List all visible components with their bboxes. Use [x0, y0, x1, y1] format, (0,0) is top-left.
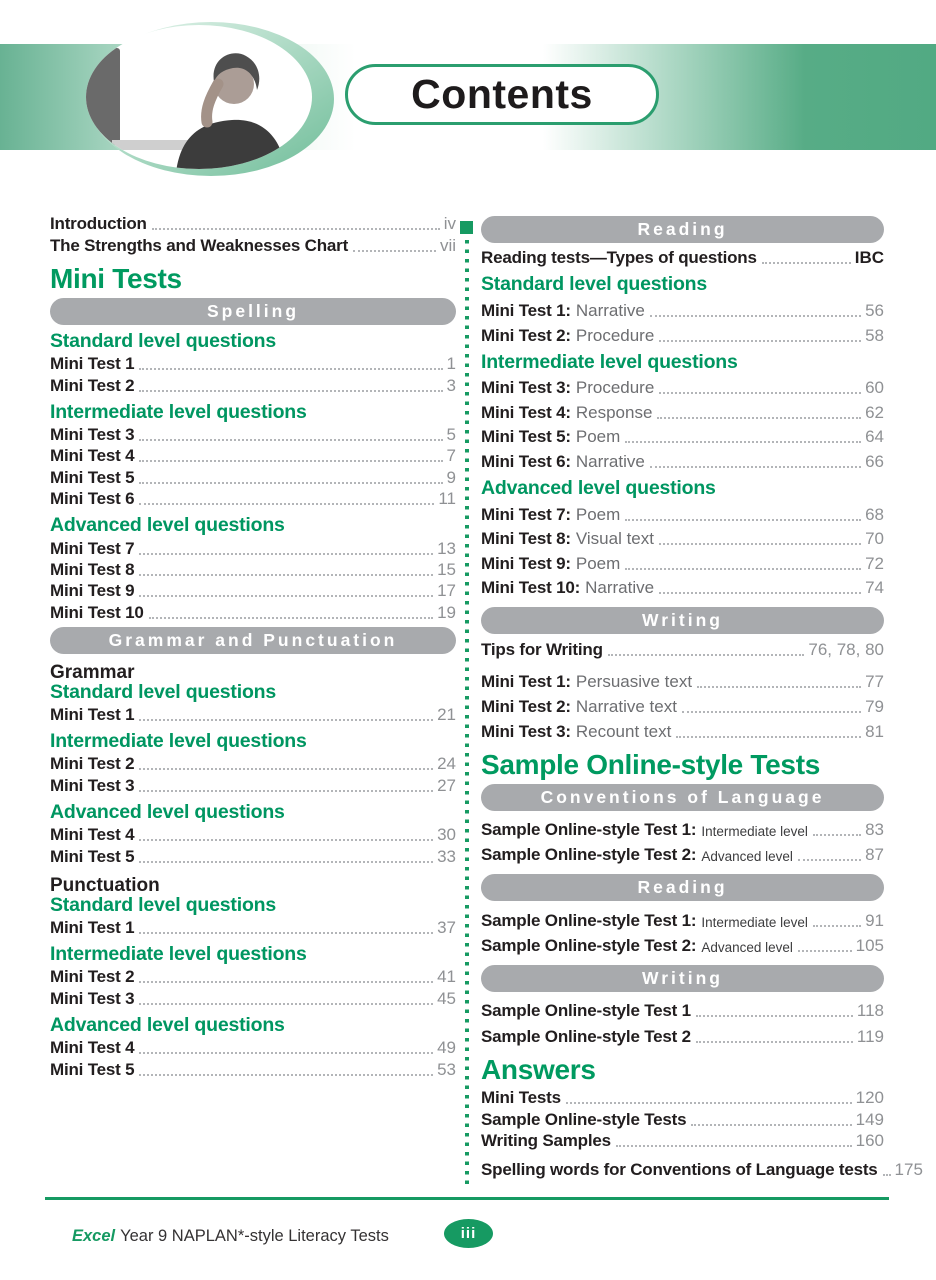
entry-label: Mini Test 3:: [481, 378, 571, 398]
dotted-leader: [353, 250, 436, 252]
entry-descriptor: Recount text: [575, 721, 672, 741]
banner-conventions-of-language: Conventions of Language: [481, 784, 884, 811]
toc-entry: [50, 824, 456, 845]
dotted-leader: [883, 1174, 891, 1176]
toc-entry: [481, 1159, 923, 1180]
toc-entry: [50, 966, 456, 987]
dotted-leader: [139, 981, 433, 983]
toc-entry: [50, 845, 456, 866]
dotted-leader: [798, 859, 861, 861]
toc-entry: [481, 447, 884, 472]
entry-label: Reading tests—Types of questions: [481, 248, 757, 268]
entry-page: 160: [855, 1131, 884, 1151]
entry-page: 24: [437, 754, 456, 774]
entry-label: Spelling words for Conventions of Language tests: [481, 1160, 878, 1180]
entry-page: 41: [437, 967, 456, 987]
dotted-leader: [139, 460, 442, 462]
dotted-leader: [139, 439, 442, 441]
dotted-leader: [139, 368, 442, 370]
toc-entry: [481, 374, 884, 399]
toc-entry: [50, 466, 456, 487]
entry-page: 19: [437, 602, 456, 622]
dotted-leader: [139, 932, 433, 934]
entry-page: 17: [437, 581, 456, 601]
toc-entry: [481, 247, 884, 268]
entry-page: 68: [865, 504, 884, 524]
entry-label: Mini Test 4: [50, 446, 135, 466]
entry-page: 37: [437, 918, 456, 938]
entry-page: 76, 78, 80: [808, 639, 884, 659]
entry-label: The Strengths and Weaknesses Chart: [50, 235, 349, 255]
toc-entry: [481, 525, 884, 550]
subsection-title-punctuation: Punctuation: [50, 874, 160, 896]
toc-entry: [481, 931, 884, 956]
entry-label: Mini Test 3: [50, 988, 135, 1008]
toc-entry: [50, 374, 456, 395]
dotted-leader: [139, 595, 433, 597]
brand-logo: Excel: [72, 1227, 116, 1245]
toc-entry: [481, 296, 884, 321]
entry-label: Mini Test 2:: [481, 325, 571, 345]
entry-descriptor: Narrative text: [575, 696, 677, 716]
toc-entry: [50, 1037, 456, 1058]
entry-label: Mini Test 1: [50, 918, 135, 938]
group-heading: Advanced level questions: [481, 476, 716, 499]
footer-book-title: [72, 1227, 389, 1246]
page-number-badge: [444, 1219, 493, 1248]
entry-label: Mini Test 2:: [481, 696, 571, 716]
toc-entry: [50, 601, 456, 622]
dotted-leader: [676, 736, 861, 738]
entry-descriptor: Narrative: [575, 451, 645, 471]
dotted-leader: [625, 568, 861, 570]
entry-page: 70: [865, 529, 884, 549]
divider-square: [460, 221, 473, 234]
dotted-leader: [650, 466, 861, 468]
dotted-leader: [625, 519, 861, 521]
dotted-leader: [682, 711, 861, 713]
toc-entry: [481, 1021, 884, 1046]
entry-label: Mini Test 4: [50, 1038, 135, 1058]
toc-entry: [50, 774, 456, 795]
entry-label: Writing Samples: [481, 1131, 611, 1151]
entry-descriptor: Response: [575, 402, 653, 422]
entry-descriptor: Poem: [575, 553, 621, 573]
entry-label: Mini Test 1: [50, 705, 135, 725]
toc-entry: [50, 704, 456, 725]
entry-descriptor: Poem: [575, 427, 621, 447]
toc-entry: [481, 905, 884, 930]
toc-entry: [50, 213, 456, 234]
entry-page: 15: [437, 559, 456, 579]
entry-label: Mini Test 2: [50, 967, 135, 987]
toc-entry: [481, 549, 884, 574]
entry-page: 27: [437, 775, 456, 795]
group-heading: Advanced level questions: [50, 514, 285, 537]
dotted-leader: [139, 719, 433, 721]
group-heading: Standard level questions: [50, 329, 277, 352]
toc-entry: [481, 1087, 884, 1108]
toc-entry: [481, 398, 884, 423]
toc-entry: [50, 1058, 456, 1079]
entry-page: 11: [438, 489, 456, 509]
toc-entry: [50, 987, 456, 1008]
dotted-leader: [139, 790, 433, 792]
entry-page: 60: [865, 378, 884, 398]
toc-entry: [50, 234, 456, 255]
entry-page: 81: [865, 721, 884, 741]
entry-page: 79: [865, 696, 884, 716]
entry-descriptor: Advanced level: [701, 849, 793, 865]
entry-label: Sample Online-style Test 2: [481, 1026, 691, 1046]
banner-spelling: Spelling: [50, 298, 456, 325]
entry-label: Mini Test 4:: [481, 402, 571, 422]
entry-descriptor: Persuasive text: [575, 672, 693, 692]
entry-page: 64: [865, 427, 884, 447]
entry-label: Mini Test 3:: [481, 721, 571, 741]
left-column: [50, 213, 456, 1080]
entry-label: Mini Tests: [481, 1088, 561, 1108]
entry-label: Sample Online-style Test 1:: [481, 910, 697, 930]
entry-page: 33: [437, 846, 456, 866]
group-heading: Advanced level questions: [50, 1013, 285, 1036]
toc-entry: [50, 580, 456, 601]
entry-label: Mini Test 8: [50, 559, 135, 579]
entry-label: Mini Test 2: [50, 375, 135, 395]
group-heading: Advanced level questions: [50, 800, 285, 823]
footer-rule: [45, 1197, 889, 1200]
entry-page: 7: [446, 446, 456, 466]
dotted-leader: [566, 1102, 852, 1104]
entry-label: Mini Test 8:: [481, 529, 571, 549]
dotted-leader: [139, 482, 442, 484]
toc-entry: [481, 423, 884, 448]
student-photo: [84, 22, 334, 176]
entry-label: Mini Test 9:: [481, 553, 571, 573]
toc-entry: [481, 500, 884, 525]
page-title-text: Contents: [411, 71, 593, 117]
group-heading: Standard level questions: [50, 680, 277, 703]
banner-writing: Writing: [481, 607, 884, 634]
entry-descriptor: Procedure: [575, 325, 655, 345]
entry-label: Tips for Writing: [481, 639, 603, 659]
entry-page: vii: [439, 235, 456, 255]
dotted-leader: [813, 925, 861, 927]
entry-label: Mini Test 1:: [481, 300, 571, 320]
entry-label: Mini Test 7:: [481, 504, 571, 524]
entry-descriptor: Advanced level: [701, 940, 793, 956]
toc-entry: [481, 574, 884, 599]
dotted-leader: [616, 1145, 852, 1147]
toc-entry: [481, 1130, 884, 1151]
monitor-icon: [86, 48, 120, 145]
dotted-leader: [696, 1015, 853, 1017]
entry-label: Mini Test 6: [50, 489, 135, 509]
entry-descriptor: Intermediate level: [701, 914, 808, 930]
entry-label: Mini Test 1:: [481, 672, 571, 692]
entry-page: 3: [446, 375, 456, 395]
entry-page: 56: [865, 300, 884, 320]
dotted-leader: [139, 553, 433, 555]
entry-label: Mini Test 2: [50, 754, 135, 774]
banner-reading: Reading: [481, 216, 884, 243]
group-heading: Intermediate level questions: [50, 943, 307, 966]
entry-page: 175: [894, 1160, 923, 1180]
dotted-leader: [149, 617, 433, 619]
toc-entry: [481, 815, 884, 840]
dotted-leader: [659, 592, 861, 594]
entry-label: Mini Test 5: [50, 467, 135, 487]
dotted-leader: [691, 1124, 851, 1126]
footer-title-text: Year 9 NAPLAN*-style Literacy Tests: [120, 1227, 389, 1245]
column-divider: [465, 240, 469, 1188]
right-column: [481, 216, 923, 1180]
dotted-leader: [608, 654, 805, 656]
entry-descriptor: Intermediate level: [701, 823, 808, 839]
dotted-leader: [139, 1074, 433, 1076]
entry-label: Sample Online-style Test 2:: [481, 936, 697, 956]
dotted-leader: [139, 574, 433, 576]
section-heading-mini-tests: Mini Tests: [50, 262, 182, 294]
dotted-leader: [139, 1052, 433, 1054]
entry-label: Mini Test 10:: [481, 578, 581, 598]
toc-entry: [481, 638, 884, 659]
entry-page: 62: [865, 402, 884, 422]
dotted-leader: [659, 392, 861, 394]
entry-page: 118: [856, 1001, 884, 1021]
toc-entry: [481, 996, 884, 1021]
banner-grammar-punctuation: Grammar and Punctuation: [50, 627, 456, 654]
entry-page: 87: [865, 845, 884, 865]
entry-page: 91: [865, 910, 884, 930]
dotted-leader: [139, 768, 433, 770]
entry-page: iv: [443, 214, 456, 234]
entry-page: 58: [865, 325, 884, 345]
dotted-leader: [139, 839, 433, 841]
entry-label: Mini Test 3: [50, 424, 135, 444]
entry-page: 53: [437, 1059, 456, 1079]
entry-page: 77: [865, 672, 884, 692]
toc-entry: [481, 321, 884, 346]
group-heading: Intermediate level questions: [481, 350, 738, 373]
entry-page: 105: [855, 936, 884, 956]
entry-label: Mini Test 5:: [481, 427, 571, 447]
entry-label: Introduction: [50, 214, 147, 234]
entry-page: 30: [437, 825, 456, 845]
dotted-leader: [762, 262, 851, 264]
dotted-leader: [152, 228, 440, 230]
dotted-leader: [813, 834, 861, 836]
dotted-leader: [139, 861, 433, 863]
entry-label: Mini Test 9: [50, 581, 135, 601]
entry-descriptor: Narrative: [575, 300, 645, 320]
toc-entry: [50, 537, 456, 558]
group-heading: Intermediate level questions: [50, 730, 307, 753]
toc-entry: [50, 424, 456, 445]
toc-entry: [50, 445, 456, 466]
section-heading-sample-tests: Sample Online-style Tests: [481, 748, 820, 780]
entry-label: Mini Test 5: [50, 846, 135, 866]
entry-label: Mini Test 5: [50, 1059, 135, 1079]
dotted-leader: [696, 1041, 853, 1043]
entry-page: 13: [437, 538, 456, 558]
entry-label: Mini Test 3: [50, 775, 135, 795]
entry-page: 83: [865, 819, 884, 839]
entry-descriptor: Visual text: [575, 529, 654, 549]
toc-entry: [481, 668, 884, 693]
group-heading: Intermediate level questions: [50, 400, 307, 423]
entry-page: 119: [856, 1026, 884, 1046]
dotted-leader: [139, 503, 434, 505]
dotted-leader: [659, 543, 861, 545]
toc-entry: [481, 840, 884, 865]
entry-descriptor: Narrative: [585, 578, 655, 598]
section-heading-answers: Answers: [481, 1053, 596, 1085]
dotted-leader: [139, 390, 442, 392]
toc-entry: [481, 717, 884, 742]
entry-label: Mini Test 7: [50, 538, 135, 558]
dotted-leader: [657, 417, 861, 419]
entry-label: Mini Test 4: [50, 825, 135, 845]
dotted-leader: [697, 686, 861, 688]
toc-entry: [50, 917, 456, 938]
entry-page: 72: [865, 553, 884, 573]
student-photo-illustration: [84, 22, 334, 176]
dotted-leader: [650, 315, 861, 317]
banner-sample-writing: Writing: [481, 965, 884, 992]
toc-entry: [50, 753, 456, 774]
entry-page: 120: [855, 1088, 884, 1108]
subsection-title-grammar: Grammar: [50, 661, 135, 683]
entry-label: Sample Online-style Test 2:: [481, 845, 697, 865]
entry-page: 5: [446, 424, 456, 444]
dotted-leader: [625, 441, 861, 443]
entry-descriptor: Poem: [575, 504, 621, 524]
toc-entry: [50, 353, 456, 374]
dotted-leader: [659, 340, 861, 342]
entry-page: 49: [437, 1038, 456, 1058]
entry-page: 21: [437, 705, 456, 725]
dotted-leader: [798, 950, 852, 952]
entry-label: Sample Online-style Tests: [481, 1109, 687, 1129]
dotted-leader: [139, 1003, 433, 1005]
page-title: [345, 64, 659, 125]
group-heading: Standard level questions: [481, 273, 708, 296]
toc-entry: [50, 559, 456, 580]
entry-label: Mini Test 6:: [481, 451, 571, 471]
toc-entry: [481, 1108, 884, 1129]
entry-page: 9: [446, 467, 456, 487]
entry-label: Sample Online-style Test 1:: [481, 819, 697, 839]
toc-entry: [481, 692, 884, 717]
entry-label: Sample Online-style Test 1: [481, 1001, 691, 1021]
entry-descriptor: Procedure: [575, 378, 655, 398]
entry-page: IBC: [854, 248, 884, 268]
entry-page: 66: [865, 451, 884, 471]
entry-label: Mini Test 10: [50, 602, 144, 622]
entry-page: 149: [855, 1109, 884, 1129]
toc-entry: [50, 488, 456, 509]
group-heading: Standard level questions: [50, 893, 277, 916]
entry-page: 74: [865, 578, 884, 598]
page-number-text: iii: [460, 1225, 477, 1242]
entry-page: 45: [437, 988, 456, 1008]
banner-sample-reading: Reading: [481, 874, 884, 901]
entry-page: 1: [446, 354, 456, 374]
entry-label: Mini Test 1: [50, 354, 135, 374]
